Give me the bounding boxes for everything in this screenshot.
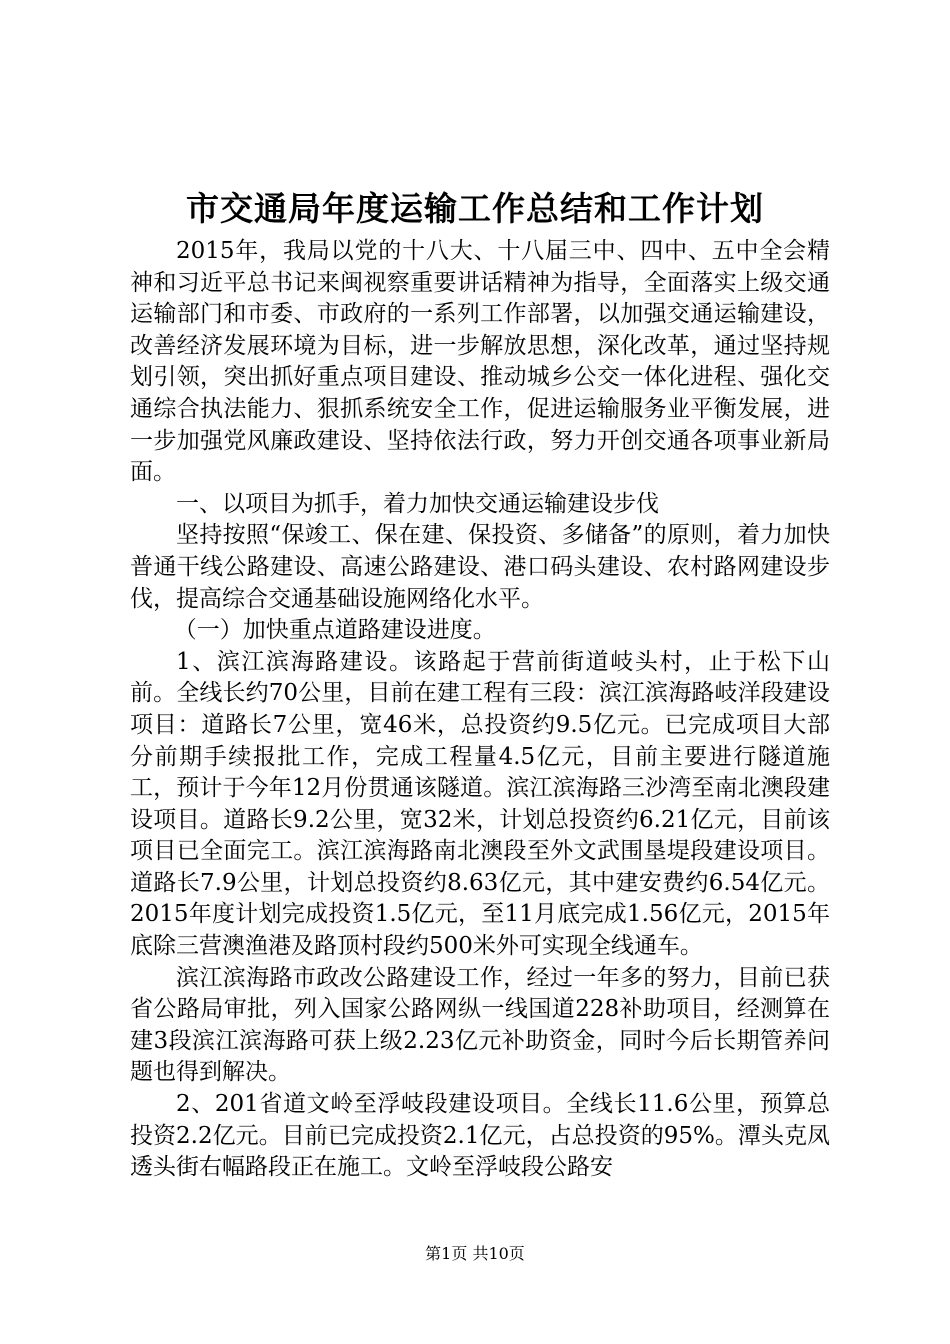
paragraph-principle: 坚持按照“保竣工、保在建、保投资、多储备”的原则，着力加快普通干线公路建设、高速公路建设、港口码头建设、农村路网建设步伐，提高综合交通基础设施网络化水平。 [130,522,830,612]
section-heading-1: 一、以项目为抓手，着力加快交通运输建设步伐 [176,490,659,517]
paragraph-intro: 2015年，我局以党的十八大、十八届三中、四中、五中全会精神和习近平总书记来闽视察重要讲话精神为指导，全面落实上级交通运输部门和市委、市政府的一系列工作部署，以加强交通运输建设，改善经济发展环境为目标，进一步解放思想，深化改革，通过坚持规划引领，突出抓好重点项目建设、推动城乡公交一体化进程、强化交通综合执法能力、狠抓系统安全工作，促进运输服务业平衡发展，进一步加强党风廉政建设、坚持依法行政，努力开创交通各项事业新局面。 [130,238,830,486]
document-body [130,236,830,1184]
subsection-heading-1: （一）加快重点道路建设进度。 [173,617,496,644]
paragraph-item-1-note: 滨江滨海路市政改公路建设工作，经过一年多的努力，目前已获省公路局审批，列入国家公路网纵一线国道228补助项目，经测算在建3段滨江滨海路可获上级2.23亿元补助资金，同时今后长期管养问题也得到解决。 [130,964,830,1086]
paragraph-item-2: 2、201省道文岭至浮岐段建设项目。全线长11.6公里，预算总投资2.2亿元。目前已完成投资2.1亿元，占总投资的95%。潭头克凤透头街右幅路段正在施工。文岭至浮岐段公路安 [130,1091,830,1181]
paragraph-item-1: 1、滨江滨海路建设。该路起于营前街道岐头村，止于松下山前。全线长约70公里，目前在建工程有三段：滨江滨海路岐洋段建设项目：道路长7公里，宽46米，总投资约9.5亿元。已完成项目大部分前期手续报批工作，完成工程量4.5亿元，目前主要进行隧道施工，预计于今年12月份贯通该隧道。滨江滨海路三沙湾至南北澳段建设项目。道路长9.2公里，宽32米，计划总投资约6.21亿元，目前该项目已全面完工。滨江滨海路南北澳段至外文武围垦堤段建设项目。道路长7.9公里，计划总投资约8.63亿元，其中建安费约6.54亿元。2015年度计划完成投资1.5亿元，至11月底完成1.56亿元，2015年底除三营澳渔港及路顶村段约500米外可实现全线通车。 [130,648,830,960]
document-title: 市交通局年度运输工作总结和工作计划 [186,189,764,228]
page-footer: 第1页 共10页 [425,1244,525,1263]
